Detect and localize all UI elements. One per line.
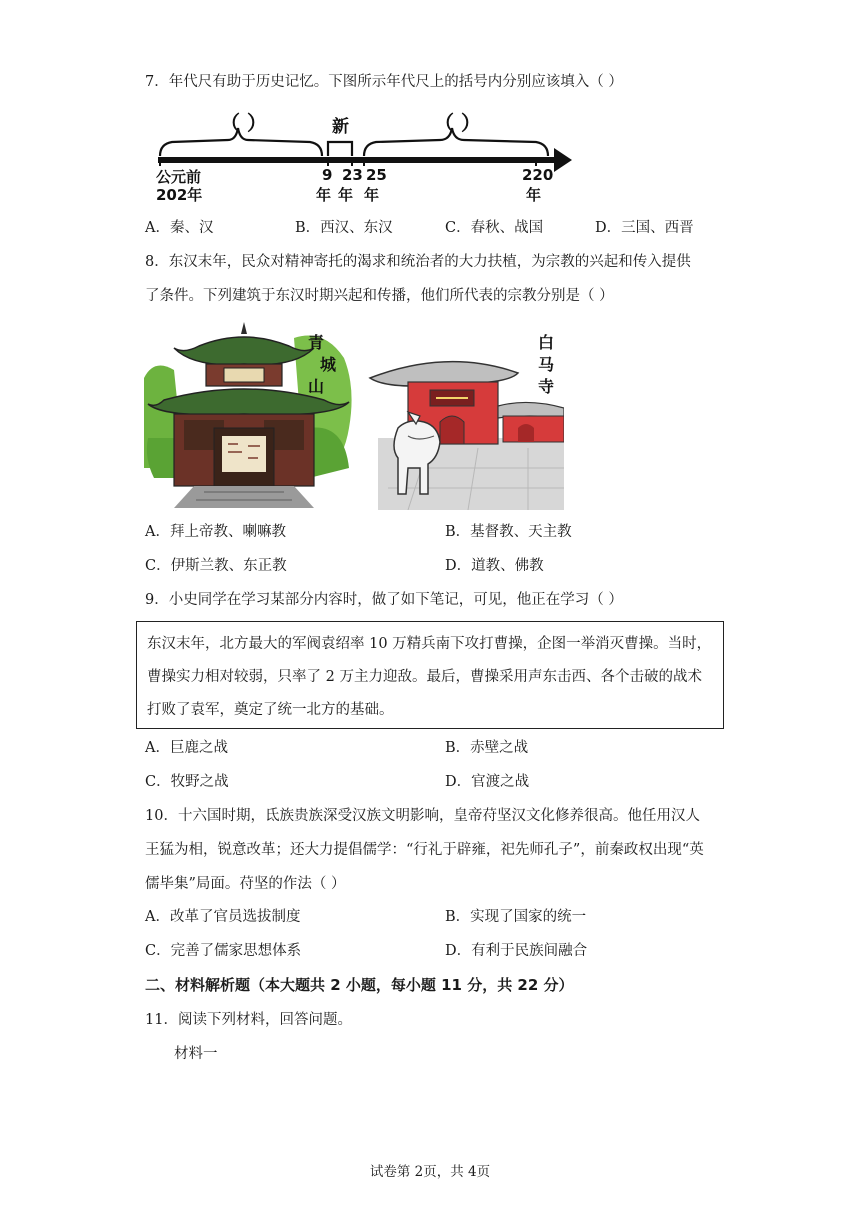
- section-2-heading: 二、材料解析题（本大题共 2 小题，每小题 11 分，共 22 分）: [145, 976, 574, 994]
- q7-option-c[interactable]: C．春秋、战国: [445, 220, 544, 236]
- temple-label-2: 马: [538, 355, 555, 374]
- timeline-nian-220: 年: [526, 186, 542, 204]
- q8-stem-line1: 8．东汉末年，民众对精神寄托的渴求和统治者的大力扶植，为宗教的兴起和传入提供: [145, 254, 691, 270]
- timeline-start-line1: 公元前: [156, 168, 202, 186]
- qingcheng-label-1: 青: [308, 333, 325, 352]
- q8-option-c[interactable]: C．伊斯兰教、东正教: [145, 558, 287, 574]
- q9-note-line1: 东汉末年，北方最大的军阀袁绍率 10 万精兵南下攻打曹操，企图一举消灭曹操。当时，: [147, 636, 712, 652]
- q11-stem: 11．阅读下列材料，回答问题。: [145, 1012, 352, 1028]
- q7-option-d[interactable]: D．三国、西晋: [595, 220, 694, 236]
- timeline-nian-9: 年: [316, 186, 332, 204]
- q10-option-c[interactable]: C．完善了儒家思想体系: [145, 943, 302, 959]
- q7-option-b[interactable]: B．西汉、东汉: [295, 220, 393, 236]
- timeline-nian-23: 年: [338, 186, 354, 204]
- timeline-bracket-left: （ ）: [220, 111, 267, 135]
- q9-option-b[interactable]: B．赤壁之战: [445, 740, 529, 756]
- q10-stem-line3: 儒毕集”局面。苻坚的作法（ ）: [145, 876, 346, 892]
- temple-label-3: 寺: [538, 377, 555, 396]
- timeline-arrow: [554, 148, 572, 172]
- q8-option-b[interactable]: B．基督教、天主教: [445, 524, 572, 540]
- q9-option-d[interactable]: D．官渡之战: [445, 774, 530, 790]
- timeline-bracket-right: （ ）: [434, 111, 481, 135]
- temple-label-1: 白: [538, 333, 555, 352]
- q9-option-c[interactable]: C．牧野之战: [145, 774, 229, 790]
- q10-option-b[interactable]: B．实现了国家的统一: [445, 909, 587, 925]
- timeline-xin-bracket: [328, 142, 352, 156]
- timeline-xin: 新: [332, 117, 349, 137]
- q8-option-a[interactable]: A．拜上帝教、喇嘛教: [145, 524, 286, 540]
- q8-option-d[interactable]: D．道教、佛教: [445, 558, 544, 574]
- page-footer: 试卷第 2页，共 4页: [369, 1164, 491, 1180]
- q9-note-line3: 打败了袁军，奠定了统一北方的基础。: [147, 702, 394, 718]
- q9-stem: 9．小史同学在学习某部分内容时，做了如下笔记，可见，他正在学习（ ）: [145, 592, 623, 608]
- q10-option-d[interactable]: D．有利于民族间融合: [445, 943, 588, 959]
- q7-option-a[interactable]: A．秦、汉: [145, 220, 214, 236]
- q9-option-a[interactable]: A．巨鹿之战: [145, 740, 228, 756]
- q8-stem-line2: 了条件。下列建筑于东汉时期兴起和传播，他们所代表的宗教分别是（ ）: [145, 288, 614, 304]
- q9-note-box: [136, 621, 724, 729]
- timeline-tick-25: 25: [366, 166, 387, 184]
- q10-option-a[interactable]: A．改革了官员选拔制度: [145, 909, 301, 925]
- qingcheng-label-3: 山: [308, 377, 325, 396]
- q9-note-line2: 曹操实力相对较弱，只率了 2 万主力迎敌。最后，曹操采用声东击西、各个击破的战术: [147, 669, 702, 685]
- white-horse-temple-image: [368, 318, 564, 510]
- q7-stem: 7．年代尺有助于历史记忆。下图所示年代尺上的括号内分别应该填入（ ）: [145, 74, 623, 90]
- timeline-tick-23: 23: [342, 166, 363, 184]
- q11-material-1: 材料一: [174, 1046, 218, 1062]
- qingcheng-mountain-image: [144, 318, 356, 508]
- q10-stem-line1: 10．十六国时期，氐族贵族深受汉族文明影响，皇帝苻坚汉文化修养很高。他任用汉人: [145, 808, 700, 824]
- q10-stem-line2: 王猛为相，锐意改革；还大力提倡儒学：“行礼于辟雍，祀先师孔子”，前秦政权出现“英: [145, 842, 704, 858]
- timeline-nian-25: 年: [364, 186, 380, 204]
- timeline-start-line2: 202年: [156, 186, 203, 204]
- timeline-figure: [150, 108, 580, 206]
- qingcheng-label-2: 城: [320, 355, 337, 374]
- timeline-tick-220: 220: [522, 166, 554, 184]
- timeline-tick-9: 9: [322, 166, 333, 184]
